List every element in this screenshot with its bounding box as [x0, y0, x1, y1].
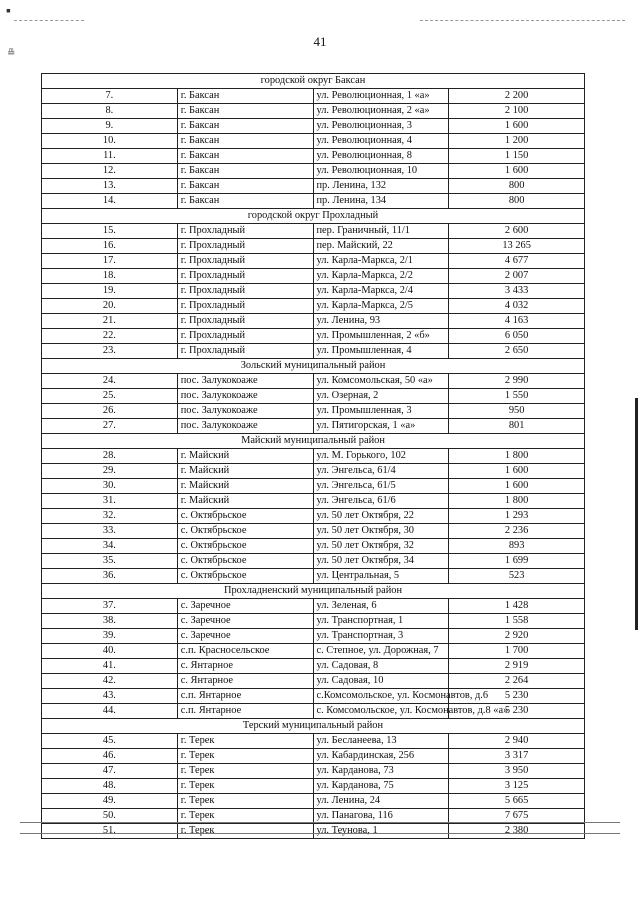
area-cell: 2 990	[449, 374, 585, 389]
area-cell: 7 675	[449, 809, 585, 824]
row-number: 37.	[42, 599, 178, 614]
table-row	[42, 689, 585, 704]
table-row	[42, 734, 585, 749]
address-cell: ул. Комсомольская, 50 «а»	[313, 374, 449, 389]
row-number: 21.	[42, 314, 178, 329]
locality-cell: г. Майский	[177, 479, 313, 494]
table-row	[42, 269, 585, 284]
locality-cell: г. Прохладный	[177, 314, 313, 329]
address-cell: ул. 50 лет Октября, 34	[313, 554, 449, 569]
locality-cell: пос. Залукокоаже	[177, 374, 313, 389]
area-cell: 2 919	[449, 659, 585, 674]
locality-cell: с. Октябрьское	[177, 509, 313, 524]
area-cell: 3 433	[449, 284, 585, 299]
top-rule	[14, 20, 84, 21]
area-cell: 1 200	[449, 134, 585, 149]
section-header-row	[42, 74, 585, 89]
area-cell: 800	[449, 179, 585, 194]
address-cell: с. Комсомольское, ул. Космонавтов, д.8 «а»	[313, 704, 449, 719]
area-cell: 1 600	[449, 464, 585, 479]
locality-cell: г. Баксан	[177, 164, 313, 179]
area-cell: 1 150	[449, 149, 585, 164]
address-cell: ул. Революционная, 10	[313, 164, 449, 179]
table-row	[42, 704, 585, 719]
row-number: 16.	[42, 239, 178, 254]
row-number: 18.	[42, 269, 178, 284]
locality-cell: г. Прохладный	[177, 269, 313, 284]
address-cell: ул. Ленина, 93	[313, 314, 449, 329]
table-row	[42, 89, 585, 104]
address-cell: ул. Транспортная, 3	[313, 629, 449, 644]
scan-mark: ≞	[7, 48, 16, 59]
locality-cell: с. Янтарное	[177, 659, 313, 674]
address-cell: ул. 50 лет Октября, 30	[313, 524, 449, 539]
table-row	[42, 134, 585, 149]
address-cell: ул. Карла-Маркса, 2/2	[313, 269, 449, 284]
locality-cell: с.п. Янтарное	[177, 704, 313, 719]
locality-cell: г. Прохладный	[177, 254, 313, 269]
area-cell: 1 800	[449, 449, 585, 464]
row-number: 47.	[42, 764, 178, 779]
table-body	[42, 74, 585, 839]
address-cell: ул. Ленина, 24	[313, 794, 449, 809]
area-cell: 893	[449, 539, 585, 554]
address-cell: ул. Бесланеева, 13	[313, 734, 449, 749]
area-cell: 2 200	[449, 89, 585, 104]
area-cell: 1 293	[449, 509, 585, 524]
row-number: 42.	[42, 674, 178, 689]
page-number: 41	[313, 34, 327, 49]
locality-cell: г. Терек	[177, 794, 313, 809]
address-cell: ул. Зеленая, 6	[313, 599, 449, 614]
address-cell: ул. Центральная, 5	[313, 569, 449, 584]
locality-cell: г. Терек	[177, 809, 313, 824]
area-cell: 2 007	[449, 269, 585, 284]
row-number: 11.	[42, 149, 178, 164]
table-row	[42, 104, 585, 119]
section-header-row	[42, 584, 585, 599]
row-number: 38.	[42, 614, 178, 629]
row-number: 30.	[42, 479, 178, 494]
address-cell: пр. Ленина, 134	[313, 194, 449, 209]
table-row	[42, 404, 585, 419]
table-row	[42, 659, 585, 674]
locality-cell: пос. Залукокоаже	[177, 404, 313, 419]
area-cell: 3 317	[449, 749, 585, 764]
locality-cell: г. Баксан	[177, 119, 313, 134]
address-cell: ул. Панагова, 116	[313, 809, 449, 824]
row-number: 13.	[42, 179, 178, 194]
address-cell: ул. Кабардинская, 256	[313, 749, 449, 764]
row-number: 36.	[42, 569, 178, 584]
table-row	[42, 794, 585, 809]
address-cell: ул. Пятигорская, 1 «а»	[313, 419, 449, 434]
area-cell: 2 920	[449, 629, 585, 644]
area-cell: 801	[449, 419, 585, 434]
address-cell: ул. 50 лет Октября, 22	[313, 509, 449, 524]
row-number: 10.	[42, 134, 178, 149]
locality-cell: г. Терек	[177, 764, 313, 779]
row-number: 39.	[42, 629, 178, 644]
area-cell: 1 600	[449, 119, 585, 134]
table-row	[42, 314, 585, 329]
address-cell: ул. Революционная, 8	[313, 149, 449, 164]
locality-cell: г. Прохладный	[177, 344, 313, 359]
locality-cell: г. Терек	[177, 734, 313, 749]
area-cell: 4 677	[449, 254, 585, 269]
address-cell: ул. Революционная, 3	[313, 119, 449, 134]
area-cell: 2 264	[449, 674, 585, 689]
table-row	[42, 179, 585, 194]
area-cell: 800	[449, 194, 585, 209]
area-cell: 5 665	[449, 794, 585, 809]
locality-cell: с. Октябрьское	[177, 524, 313, 539]
locality-cell: с. Янтарное	[177, 674, 313, 689]
area-cell: 5 230	[449, 704, 585, 719]
table-row	[42, 164, 585, 179]
area-cell: 1 700	[449, 644, 585, 659]
section-title: городской округ Прохладный	[42, 209, 585, 224]
locality-cell: г. Прохладный	[177, 329, 313, 344]
table-row	[42, 329, 585, 344]
table-row	[42, 419, 585, 434]
row-number: 17.	[42, 254, 178, 269]
row-number: 19.	[42, 284, 178, 299]
row-number: 9.	[42, 119, 178, 134]
row-number: 26.	[42, 404, 178, 419]
locality-cell: г. Майский	[177, 464, 313, 479]
address-cell: ул. Транспортная, 1	[313, 614, 449, 629]
address-cell: ул. Садовая, 10	[313, 674, 449, 689]
row-number: 41.	[42, 659, 178, 674]
section-header-row	[42, 434, 585, 449]
row-number: 46.	[42, 749, 178, 764]
row-number: 8.	[42, 104, 178, 119]
area-cell: 13 265	[449, 239, 585, 254]
bottom-rule	[20, 833, 620, 834]
address-cell: ул. Карданова, 75	[313, 779, 449, 794]
row-number: 20.	[42, 299, 178, 314]
section-header-row	[42, 719, 585, 734]
area-cell: 2 940	[449, 734, 585, 749]
scan-mark: ▪	[6, 4, 11, 19]
area-cell: 2 600	[449, 224, 585, 239]
locality-cell: с. Заречное	[177, 599, 313, 614]
address-cell: ул. Карла-Маркса, 2/1	[313, 254, 449, 269]
table-row	[42, 449, 585, 464]
table-row	[42, 494, 585, 509]
locality-cell: пос. Залукокоаже	[177, 419, 313, 434]
table-row	[42, 299, 585, 314]
locality-cell: с. Октябрьское	[177, 569, 313, 584]
area-cell: 6 050	[449, 329, 585, 344]
row-number: 12.	[42, 164, 178, 179]
row-number: 25.	[42, 389, 178, 404]
area-cell: 1 600	[449, 164, 585, 179]
locality-cell: г. Баксан	[177, 194, 313, 209]
address-cell: ул. Садовая, 8	[313, 659, 449, 674]
table-row	[42, 374, 585, 389]
table-row	[42, 509, 585, 524]
locality-cell: г. Баксан	[177, 179, 313, 194]
locality-cell: с. Октябрьское	[177, 554, 313, 569]
table-row	[42, 149, 585, 164]
table-row	[42, 479, 585, 494]
address-cell: ул. Революционная, 1 «а»	[313, 89, 449, 104]
area-cell: 4 032	[449, 299, 585, 314]
area-cell: 523	[449, 569, 585, 584]
row-number: 32.	[42, 509, 178, 524]
locality-cell: г. Прохладный	[177, 284, 313, 299]
address-cell: ул. Энгельса, 61/5	[313, 479, 449, 494]
table-row	[42, 779, 585, 794]
area-cell: 2 650	[449, 344, 585, 359]
address-cell: ул. Революционная, 2 «а»	[313, 104, 449, 119]
row-number: 22.	[42, 329, 178, 344]
table-row	[42, 524, 585, 539]
locality-cell: с. Заречное	[177, 629, 313, 644]
locality-cell: г. Прохладный	[177, 224, 313, 239]
table-row	[42, 119, 585, 134]
address-cell: ул. Карданова, 73	[313, 764, 449, 779]
row-number: 34.	[42, 539, 178, 554]
address-cell: ул. Карла-Маркса, 2/5	[313, 299, 449, 314]
address-cell: пер. Майский, 22	[313, 239, 449, 254]
table-row	[42, 764, 585, 779]
row-number: 35.	[42, 554, 178, 569]
area-cell: 950	[449, 404, 585, 419]
table-row	[42, 749, 585, 764]
area-cell: 1 428	[449, 599, 585, 614]
row-number: 29.	[42, 464, 178, 479]
row-number: 28.	[42, 449, 178, 464]
table-row	[42, 284, 585, 299]
address-cell: с. Степное, ул. Дорожная, 7	[313, 644, 449, 659]
table-row	[42, 569, 585, 584]
table-row	[42, 629, 585, 644]
row-number: 31.	[42, 494, 178, 509]
table-row	[42, 539, 585, 554]
table-row	[42, 644, 585, 659]
locality-cell: г. Баксан	[177, 134, 313, 149]
area-cell: 1 800	[449, 494, 585, 509]
locality-cell: г. Баксан	[177, 89, 313, 104]
address-cell: ул. Промышленная, 4	[313, 344, 449, 359]
section-title: городской округ Баксан	[42, 74, 585, 89]
row-number: 24.	[42, 374, 178, 389]
area-cell: 3 950	[449, 764, 585, 779]
address-cell: пер. Граничный, 11/1	[313, 224, 449, 239]
address-cell: ул. М. Горького, 102	[313, 449, 449, 464]
locality-cell: с. Заречное	[177, 614, 313, 629]
locality-cell: г. Баксан	[177, 104, 313, 119]
scan-edge-bar	[635, 398, 638, 630]
address-cell: ул. Озерная, 2	[313, 389, 449, 404]
locality-cell: пос. Залукокоаже	[177, 389, 313, 404]
locality-cell: г. Терек	[177, 824, 313, 839]
row-number: 48.	[42, 779, 178, 794]
table-row	[42, 254, 585, 269]
locality-cell: г. Прохладный	[177, 239, 313, 254]
table-row	[42, 464, 585, 479]
address-table	[41, 73, 585, 839]
area-cell: 2 380	[449, 824, 585, 839]
section-header-row	[42, 359, 585, 374]
locality-cell: г. Прохладный	[177, 299, 313, 314]
table-row	[42, 674, 585, 689]
table-row	[42, 389, 585, 404]
locality-cell: г. Майский	[177, 449, 313, 464]
address-cell: ул. Революционная, 4	[313, 134, 449, 149]
address-cell: пр. Ленина, 132	[313, 179, 449, 194]
section-title: Зольский муниципальный район	[42, 359, 585, 374]
address-cell: ул. Энгельса, 61/4	[313, 464, 449, 479]
table-row	[42, 614, 585, 629]
row-number: 44.	[42, 704, 178, 719]
area-cell: 1 600	[449, 479, 585, 494]
address-cell: ул. Карла-Маркса, 2/4	[313, 284, 449, 299]
address-cell: ул. Промышленная, 2 «б»	[313, 329, 449, 344]
address-cell: ул. Промышленная, 3	[313, 404, 449, 419]
top-rule	[420, 20, 625, 21]
row-number: 14.	[42, 194, 178, 209]
table-row	[42, 599, 585, 614]
row-number: 23.	[42, 344, 178, 359]
area-cell: 5 230	[449, 689, 585, 704]
row-number: 40.	[42, 644, 178, 659]
table-row	[42, 194, 585, 209]
area-cell: 3 125	[449, 779, 585, 794]
table-row	[42, 239, 585, 254]
locality-cell: г. Баксан	[177, 149, 313, 164]
row-number: 51.	[42, 824, 178, 839]
section-title: Майский муниципальный район	[42, 434, 585, 449]
address-cell: ул. Энгельса, 61/6	[313, 494, 449, 509]
address-cell: ул. Теунова, 1	[313, 824, 449, 839]
row-number: 45.	[42, 734, 178, 749]
address-cell: с.Комсомольское, ул. Космонавтов, д.6	[313, 689, 449, 704]
address-cell: ул. 50 лет Октября, 32	[313, 539, 449, 554]
table-row	[42, 224, 585, 239]
area-cell: 1 550	[449, 389, 585, 404]
section-header-row	[42, 209, 585, 224]
bottom-rule	[20, 822, 620, 823]
row-number: 49.	[42, 794, 178, 809]
area-cell: 1 558	[449, 614, 585, 629]
table-row	[42, 824, 585, 839]
locality-cell: г. Майский	[177, 494, 313, 509]
area-cell: 4 163	[449, 314, 585, 329]
table-row	[42, 554, 585, 569]
section-title: Прохладненский муниципальный район	[42, 584, 585, 599]
locality-cell: с.п. Красносельское	[177, 644, 313, 659]
table-row	[42, 344, 585, 359]
locality-cell: г. Терек	[177, 779, 313, 794]
section-title: Терский муниципальный район	[42, 719, 585, 734]
row-number: 50.	[42, 809, 178, 824]
area-cell: 2 100	[449, 104, 585, 119]
row-number: 33.	[42, 524, 178, 539]
area-cell: 1 699	[449, 554, 585, 569]
area-cell: 2 236	[449, 524, 585, 539]
row-number: 15.	[42, 224, 178, 239]
row-number: 43.	[42, 689, 178, 704]
locality-cell: г. Терек	[177, 749, 313, 764]
row-number: 27.	[42, 419, 178, 434]
locality-cell: с.п. Янтарное	[177, 689, 313, 704]
row-number: 7.	[42, 89, 178, 104]
locality-cell: с. Октябрьское	[177, 539, 313, 554]
